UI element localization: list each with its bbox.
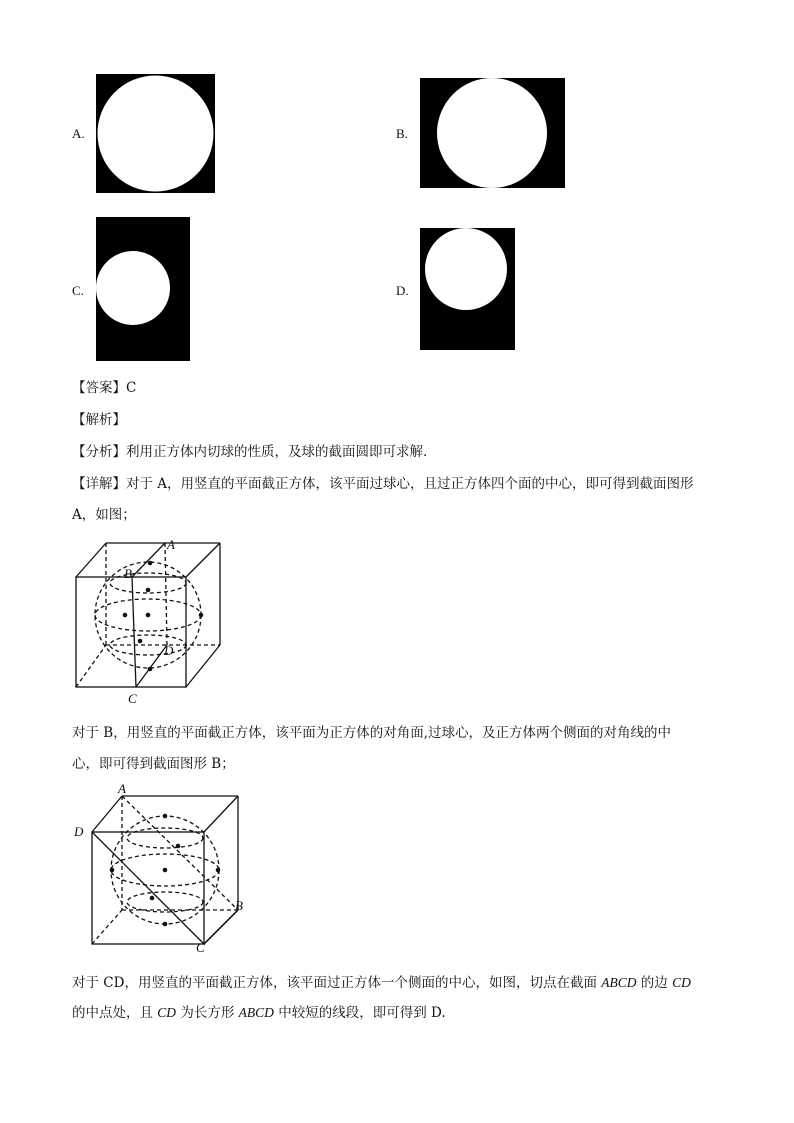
para-cd-line-1 bbox=[72, 969, 691, 997]
fig2-label-b: B bbox=[235, 898, 243, 913]
option-a-figure bbox=[96, 74, 215, 193]
para-cd-cd-2: CD bbox=[157, 1005, 177, 1020]
para-cd-text-2a: 的中点处，且 bbox=[72, 1005, 158, 1021]
para-cd-abcd-1: ABCD bbox=[601, 975, 637, 990]
figure-cube-section-a bbox=[70, 535, 230, 707]
fig1-label-c: C bbox=[128, 691, 137, 706]
para-b-line-2: 心，即可得到截面图形 B； bbox=[72, 756, 235, 772]
fig2-label-a: A bbox=[118, 782, 126, 796]
fig1-label-d: D bbox=[164, 643, 174, 658]
fig1-label-a: A bbox=[167, 537, 175, 552]
xiangjie-line-2: A，如图； bbox=[72, 507, 136, 523]
option-b-label: B. bbox=[396, 126, 408, 141]
para-cd-abcd-2: ABCD bbox=[238, 1005, 274, 1020]
fig2-label-c: C bbox=[196, 940, 205, 954]
analysis-heading: 【解析】 bbox=[72, 412, 126, 428]
xiangjie-tag: 【详解】 bbox=[72, 476, 126, 492]
fig1-label-b: B bbox=[124, 566, 132, 581]
option-c-label: C. bbox=[72, 283, 84, 298]
option-d-label: D. bbox=[396, 283, 409, 298]
xiangjie-line-1 bbox=[72, 470, 694, 498]
para-cd-cd-1: CD bbox=[672, 975, 691, 990]
option-b-figure bbox=[420, 78, 565, 188]
para-cd-line-2 bbox=[72, 999, 446, 1027]
para-b-line-1: 对于 B，用竖直的平面截正方体，该平面为正方体的对角面,过球心，及正方体两个侧面的对角线的中 bbox=[72, 725, 672, 741]
option-d-figure bbox=[420, 228, 515, 350]
answer-tag: 【答案】 bbox=[72, 380, 126, 396]
para-cd-text-2c: 中较短的线段，即可得到 D. bbox=[273, 1005, 446, 1021]
para-cd-text-1a: 对于 CD，用竖直的平面截正方体，该平面过正方体一个侧面的中心，如图，切点在截面 bbox=[72, 975, 602, 991]
option-c-figure bbox=[96, 217, 190, 361]
fenxi-tag: 【分析】 bbox=[72, 444, 126, 460]
xiangjie-text-1: 对于 A，用竖直的平面截正方体，该平面过球心，且过正方体四个面的中心，即可得到截面图形 bbox=[126, 476, 694, 492]
figure-cube-section-b bbox=[70, 782, 255, 954]
fenxi-line bbox=[72, 438, 427, 466]
para-cd-text-2b: 为长方形 bbox=[176, 1005, 239, 1021]
fenxi-text: 利用正方体内切球的性质，及球的截面圆即可求解. bbox=[126, 444, 428, 460]
option-a-label: A. bbox=[72, 126, 85, 141]
para-cd-text-1b: 的边 bbox=[636, 975, 673, 991]
answer-line bbox=[72, 374, 136, 402]
answer-value: C bbox=[126, 380, 137, 396]
fig2-label-d: D bbox=[74, 824, 84, 839]
